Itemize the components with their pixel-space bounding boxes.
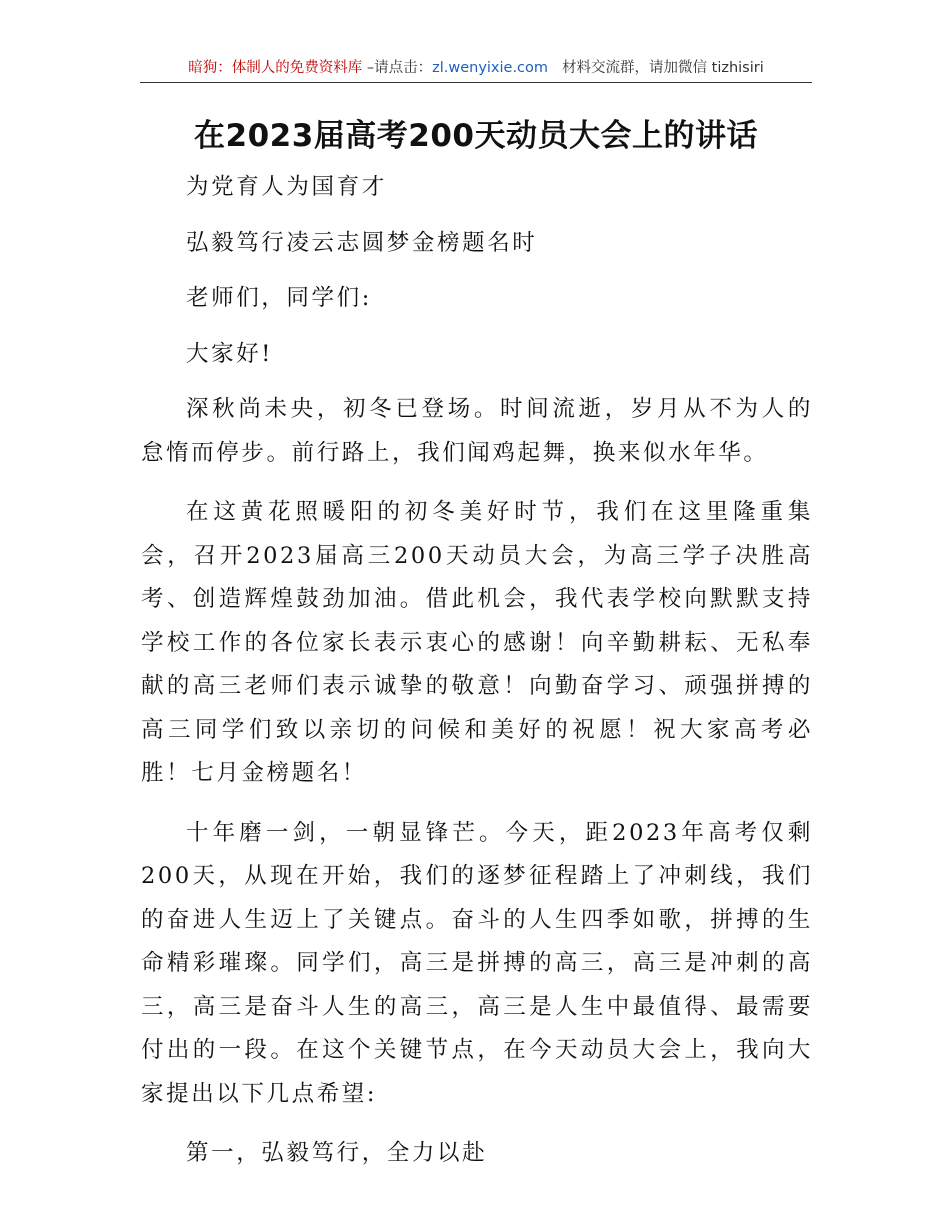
salutation: 老师们，同学们:: [186, 285, 372, 311]
greeting: 大家好!: [186, 340, 273, 367]
header-separator: –请点击：: [362, 60, 433, 76]
document-body: [141, 166, 813, 1176]
section-heading: 第一，弘毅笃行，全力以赴: [186, 1140, 488, 1166]
subtitle-1: 为党育人为国育才: [186, 174, 387, 200]
paragraph-1: 深秋尚未央，初冬已登场。时间流逝，岁月从不为人的怠惰而停步。前行路上，我们闻鸡起舞，换来似水年华。: [141, 396, 813, 466]
paragraph-2: 在这黄花照暖阳的初冬美好时节，我们在这里隆重集会，召开2023届高三200天动员大会，为高三学子决胜高考、创造辉煌鼓劲加油。借此机会，我代表学校向默默支持学校工作的各位家长表示衷心的感谢！向辛勤耕耘、无私奉献的高三老师们表示诚挚的敬意！向勤奋学习、顽强拼搏的高三同学们致以亲切的问候和美好的祝愿！祝大家高考必胜！七月金榜题名！: [141, 499, 813, 786]
header-note: 材料交流群，请加微信 tizhisiri: [562, 60, 764, 76]
paragraph-3: 十年磨一剑，一朝显锋芒。今天，距2023年高考仅剩200天，从现在开始，我们的逐梦征程踏上了冲刺线，我们的奋进人生迈上了关键点。奋斗的人生四季如歌，拼搏的生命精彩璀璨。同学们，高三是拼搏的高三，高三是冲刺的高三，高三是奋斗人生的高三，高三是人生中最值得、最需要付出的一段。在这个关键节点，在今天动员大会上，我向大家提出以下几点希望:: [141, 819, 813, 1107]
header-promo-text: 暗狗：体制人的免费资料库: [188, 60, 363, 76]
header-link[interactable]: zl.wenyixie.com: [432, 60, 549, 76]
page-header: [140, 56, 812, 83]
document-title: 在2023届高考200天动员大会上的讲话: [194, 118, 758, 154]
subtitle-2: 弘毅笃行凌云志圆梦金榜题名时: [186, 229, 538, 256]
